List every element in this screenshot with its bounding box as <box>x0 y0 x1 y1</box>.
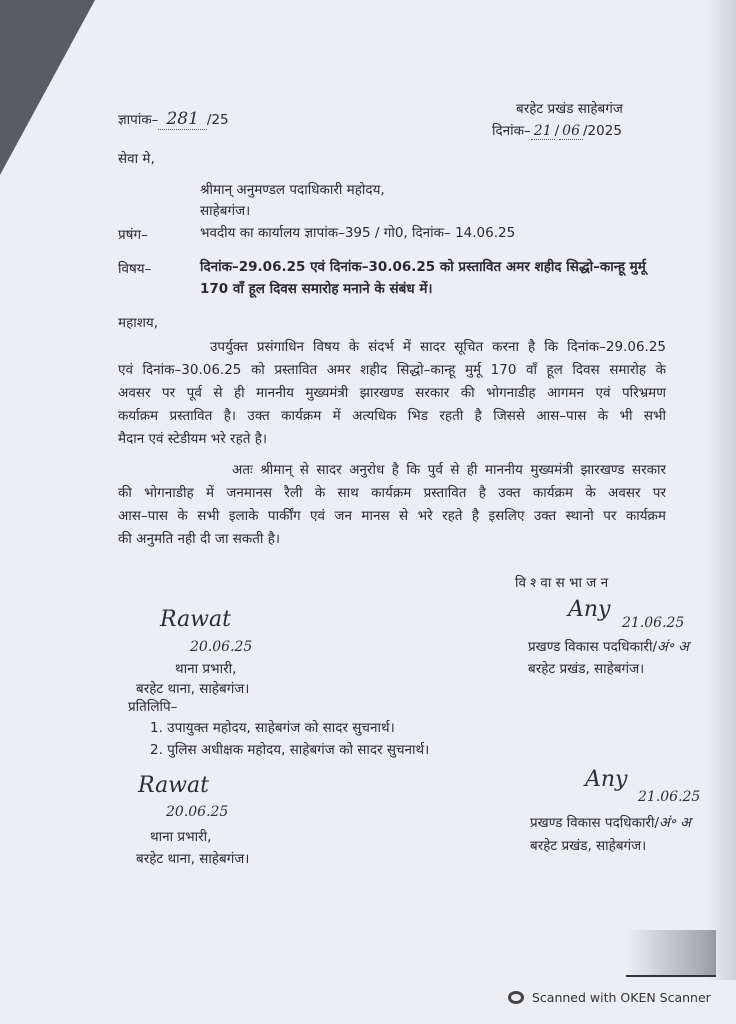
date-year: /2025 <box>583 123 622 139</box>
date-label: दिनांक– <box>492 123 531 139</box>
date-month: 06 <box>559 123 583 140</box>
bdo-office: बरहेट प्रखंड, साहेबगंज। <box>528 661 645 677</box>
scanner-watermark <box>508 990 711 1005</box>
copy-item: 2. पुलिस अधीक्षक महोदय, साहेबगंज को सादर सुचनार्थ। <box>150 742 430 758</box>
page-fold-shadow <box>0 0 95 175</box>
police-signature: Rawat <box>138 773 209 798</box>
scan-edge-shadow <box>626 930 716 977</box>
date-day: 21 <box>531 123 555 140</box>
body-line: की भोगनाडीह में जनमानस रैली के साथ कार्यक्रम प्रस्तावित है उक्त कार्यक्रम के अवसर पर <box>118 485 666 501</box>
address-line: साहेबगंज। <box>200 203 251 219</box>
bdo-title <box>530 814 691 832</box>
ref-number-handwritten: 281 <box>158 109 206 130</box>
body-line: की अनुमति नही दी जा सकती है। <box>118 531 280 547</box>
ref-suffix: /25 <box>206 112 229 128</box>
reference-text: भवदीय का कार्यालय ज्ञापांक–395 / गो0, दिनांक– 14.06.25 <box>200 225 516 241</box>
copy-label: प्रतिलिपि– <box>128 699 178 715</box>
bdo-title-text: प्रखण्ड विकास पदधिकारी/ <box>530 815 660 831</box>
reference-label: प्रषंग– <box>118 227 148 243</box>
subject-label: विषय– <box>118 261 152 277</box>
bdo-signature-date: 21.06.25 <box>638 789 701 805</box>
police-office: बरहेट थाना, साहेबगंज। <box>136 851 250 867</box>
copy-item: 1. उपायुक्त महोदय, साहेबगंज को सादर सुचनार्थ। <box>150 720 395 736</box>
scanner-text: Scanned with OKEN Scanner <box>532 990 711 1005</box>
bdo-office: बरहेट प्रखंड, साहेबगंज। <box>530 838 647 854</box>
letter-date <box>492 122 622 140</box>
body-line: उपर्युक्त प्रसंगाधिन विषय के संदर्भ में सादर सूचित करना है कि दिनांक–29.06.25 <box>210 339 666 355</box>
bdo-title-text: प्रखण्ड विकास पदधिकारी/ <box>528 639 658 655</box>
subject-line: 170 वॉं हूल दिवस समारोह मनाने के संबंध में। <box>200 281 433 297</box>
body-line: अवसर पर पूर्व से ही माननीय मुख्यमंत्री झारखण्ड सरकार की भोगनाडीह आगमन एवं परिभ्रमण <box>118 385 666 401</box>
police-title: थाना प्रभारी, <box>150 829 212 845</box>
bdo-suffix-handwritten: अं॰ अ <box>659 815 691 831</box>
body-line: एवं दिनांक–30.06.25 को प्रस्तावित अमर शहीद सिद्धो–कान्हू मुर्मू 170 वॉं हूल दिवस समारोह के <box>118 362 666 378</box>
scan-edge-shadow <box>706 0 736 980</box>
address-to: सेवा मे, <box>118 151 155 167</box>
bdo-signature: Any <box>568 597 611 622</box>
bdo-signature-date: 21.06.25 <box>622 615 685 631</box>
office-name: बरहेट प्रखंड साहेबगंज <box>516 101 623 117</box>
date-sep: / <box>554 123 560 139</box>
body-line: कर्याक्रम प्रस्तावित है। उक्त कार्यक्रम में अत्यधिक भिड रहती है जिससे आस–पास के भी सभी <box>118 408 666 424</box>
oken-logo-icon <box>508 991 524 1004</box>
body-line: मैदान एवं स्टेडीयम भरे रहते है। <box>118 431 268 447</box>
police-signature-date: 20.06.25 <box>166 804 229 820</box>
body-line: अतः श्रीमान् से सादर अनुरोध है कि पुर्व से ही माननीय मुख्यमंत्री झारखण्ड सरकार <box>232 462 666 478</box>
police-title: थाना प्रभारी, <box>175 661 237 677</box>
bdo-signature: Any <box>585 767 628 792</box>
police-signature: Rawat <box>160 607 231 632</box>
police-office: बरहेट थाना, साहेबगंज। <box>136 681 250 697</box>
closing: वि श्‍ वा स भा ज न <box>515 575 609 591</box>
police-signature-date: 20.06.25 <box>190 639 253 655</box>
bdo-title <box>528 638 689 656</box>
salutation: महाशय, <box>118 315 159 331</box>
address-line: श्रीमान् अनुमण्डल पदाधिकारी महोदय, <box>200 182 385 198</box>
reference-number <box>118 110 229 129</box>
body-line: आस–पास के सभी इलाके पार्कींग एवं जन मानस से भरे रहते है इसलिए उक्त स्थानो पर कार्यक्रम <box>118 508 666 524</box>
subject-line: दिनांक–29.06.25 एवं दिनांक–30.06.25 को प्रस्तावित अमर शहीद सिद्धो–कान्हू मुर्मू <box>200 259 646 275</box>
ref-label: ज्ञापांक– <box>118 112 159 128</box>
bdo-suffix-handwritten: अं॰ अ <box>657 639 689 655</box>
